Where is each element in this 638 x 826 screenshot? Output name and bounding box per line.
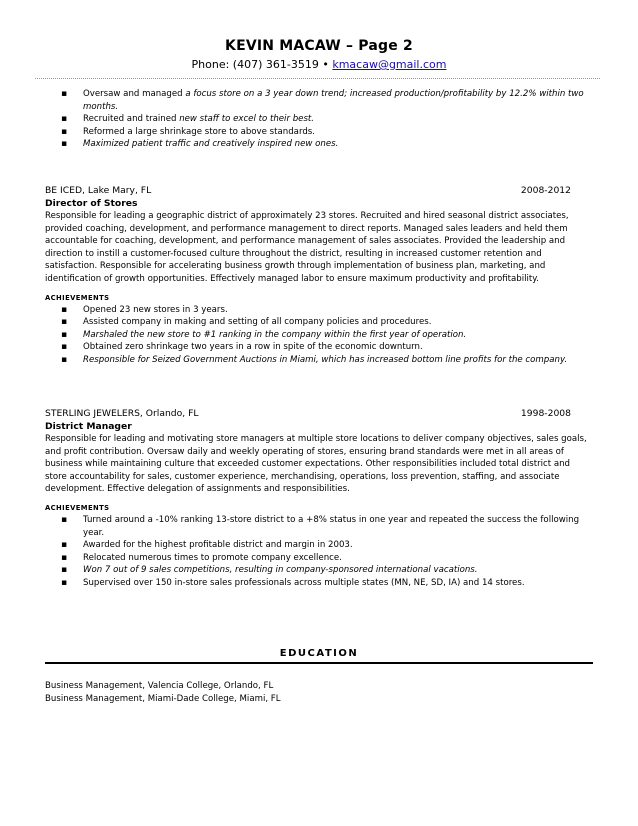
job-title: District Manager xyxy=(45,421,132,432)
email-link[interactable]: kmacaw@gmail.com xyxy=(332,58,447,71)
list-item: ▪ Recruited and trained new staff to excel to their best. xyxy=(45,113,593,126)
education-entry: Business Management, Miami-Dade College, Miami, FL xyxy=(45,693,281,704)
list-item: ▪ Reformed a large shrinkage store to above standards. xyxy=(45,126,593,139)
list-item: ▪ Maximized patient traffic and creatively inspired new ones. xyxy=(45,138,593,151)
job-be-iced xyxy=(45,184,593,367)
list-item: ▪ Marshaled the new store to #1 ranking in the company within the first year of operation. xyxy=(45,329,593,342)
list-item: ▪ Assisted company in making and setting of all company policies and procedures. xyxy=(45,316,593,329)
job-title: Director of Stores xyxy=(45,198,138,209)
job-years: 2008-2012 xyxy=(520,185,571,196)
list-item: ▪ Awarded for the highest profitable district and margin in 2003. xyxy=(45,539,593,552)
company-name: STERLING JEWELERS, Orlando, FL xyxy=(45,408,199,419)
job-sterling-jewelers xyxy=(45,407,593,590)
list-item: ▪ Relocated numerous times to promote company excellence. xyxy=(45,552,593,565)
achievements-list xyxy=(45,304,593,367)
list-item: ▪ Opened 23 new stores in 3 years. xyxy=(45,304,593,317)
list-item: ▪ Obtained zero shrinkage two years in a row in spite of the economic downturn. xyxy=(45,341,593,354)
education-heading: EDUCATION xyxy=(279,648,359,659)
list-item: ▪ Oversaw and managed a focus store on a 3 year down trend; increased production/profitability by 12.2% within two months. xyxy=(45,88,593,113)
page-title: KEVIN MACAW – Page 2 xyxy=(225,38,413,54)
list-item: ▪ Supervised over 150 in-store sales professionals across multiple states (MN, NE, SD, IA) and 14 stores. xyxy=(45,577,593,590)
contact-line xyxy=(45,58,593,72)
education-list xyxy=(45,680,593,705)
achievements-heading: ACHIEVEMENTS xyxy=(45,503,110,512)
company-name: BE ICED, Lake Mary, FL xyxy=(45,185,152,196)
education-entry: Business Management, Valencia College, Orlando, FL xyxy=(45,681,274,691)
job-header xyxy=(45,184,593,197)
list-item: ▪ Turned around a -10% ranking 13-store district to a +8% status in one year and repeated the success the following year. xyxy=(45,514,593,539)
separator: • xyxy=(322,58,329,71)
job-description: Responsible for leading a geographic district of approximately 23 stores. Recruited and hired seasonal district associates, provided coaching, development, and performance management to direct reports. Managed sales leaders and held them accountable for coaching, development, and performance management of sales associates. Provided the leadership and direction to instill a customer-focused culture throughout the district, resulting in increased customer retention and satisfaction. Responsible for accelerating business growth through implementation of business plan, marketing, and identification of growth opportunities. Effectively managed labor to ensure maximum productivity and profitability. xyxy=(45,211,569,284)
education-divider xyxy=(45,662,593,664)
job-description: Responsible for leading and motivating store managers at multiple store locations to deliver company objectives, sales goals, and profit contribution. Oversaw daily and weekly operating of stores, ensuring brand standards were met in all areas of business while maintaining culture that exceeded customer expectations. Other responsibilities included total district and store accountability for sales, customer experience, merchandising, operations, loss prevention, staffing, and associate development. Effective delegation of assignments and responsibilities. xyxy=(45,434,587,495)
list-item: ▪ Responsible for Seized Government Auctions in Miami, which has increased bottom line profits for the company. xyxy=(45,354,593,367)
achievements-list xyxy=(45,514,593,590)
job-header xyxy=(45,407,593,420)
achievements-heading: ACHIEVEMENTS xyxy=(45,293,110,302)
previous-job-bullets xyxy=(45,88,593,151)
phone: Phone: (407) 361-3519 xyxy=(191,58,319,71)
list-item: ▪ Won 7 out of 9 sales competitions, resulting in company-sponsored international vacations. xyxy=(45,564,593,577)
header-divider xyxy=(35,78,600,79)
job-years: 1998-2008 xyxy=(520,408,571,419)
